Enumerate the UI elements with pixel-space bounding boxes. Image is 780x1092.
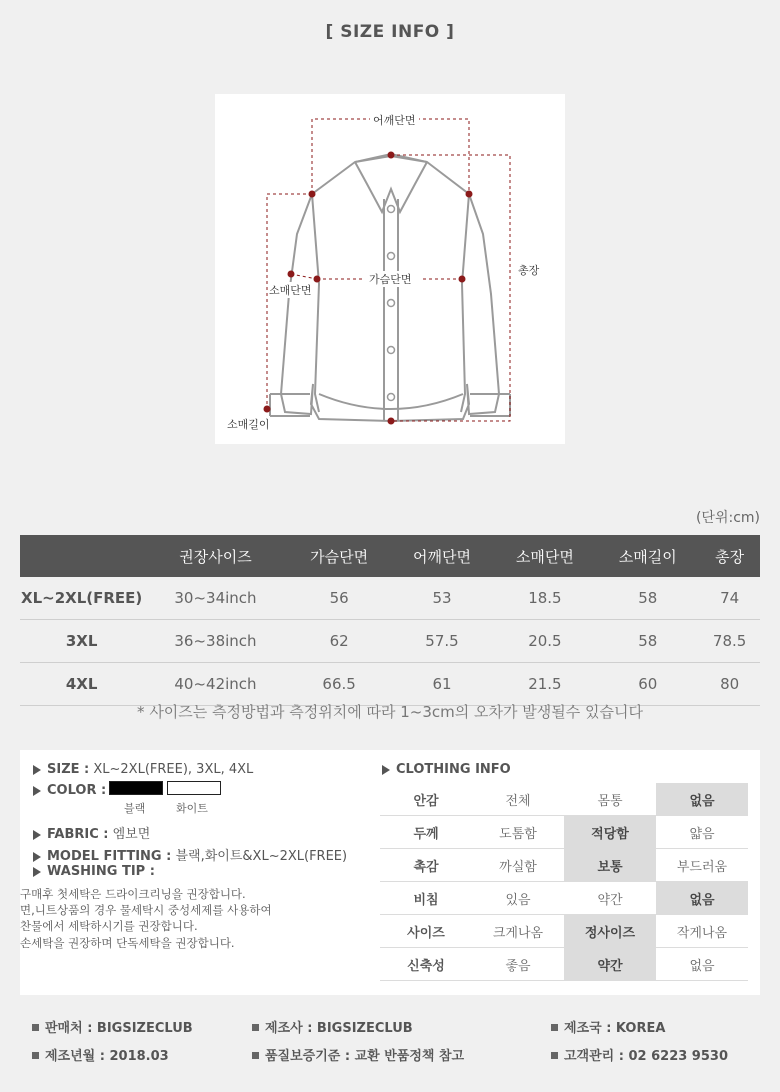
footer-maker: 제조사 : BIGSIZECLUB <box>252 1017 413 1036</box>
clothing-info-title: CLOTHING INFO <box>382 762 511 777</box>
washing-line: 찬물에서 세탁하시기를 권장합니다. <box>20 919 198 934</box>
clothing-info-option-selected: 없음 <box>656 783 748 816</box>
table-cell: 74 <box>699 577 760 620</box>
table-cell: 21.5 <box>493 663 596 706</box>
washing-line: 면,니트상품의 경우 물세탁시 중성세제를 사용하여 <box>20 903 272 918</box>
washing-tip-text <box>20 886 272 951</box>
clothing-info-label: 신축성 <box>380 948 472 981</box>
page-title: [ SIZE INFO ] <box>325 22 455 42</box>
header-cell: 어깨단면 <box>391 535 494 577</box>
color-swatch-black <box>109 781 163 795</box>
triangle-bullet-icon <box>33 867 41 877</box>
clothing-info-option: 좋음 <box>472 948 564 981</box>
triangle-bullet-icon <box>33 786 41 796</box>
table-cell: 20.5 <box>493 620 596 663</box>
clothing-info-option-selected: 적당함 <box>564 816 656 849</box>
clothing-info-label: 비침 <box>380 882 472 915</box>
clothing-info-label: 두께 <box>380 816 472 849</box>
model-fitting-info <box>33 845 347 864</box>
clothing-info-option-selected: 정사이즈 <box>564 915 656 948</box>
clothing-info-label: 촉감 <box>380 849 472 882</box>
triangle-bullet-icon <box>382 765 390 775</box>
model-fitting-value: 블랙,화이트&XL~2XL(FREE) <box>175 849 348 864</box>
clothing-info-option: 작게나옴 <box>656 915 748 948</box>
clothing-info-option: 부드러움 <box>656 849 748 882</box>
color-info <box>33 783 106 798</box>
row-label: 3XL <box>20 620 143 663</box>
color-name-black: 블랙 <box>124 802 146 815</box>
table-cell: 58 <box>596 577 699 620</box>
square-bullet-icon <box>32 1024 39 1031</box>
sleeve-width-label: 소매단면 <box>269 284 312 297</box>
header-cell <box>20 535 143 577</box>
clothing-info-row <box>380 816 748 849</box>
clothing-info-option: 까실함 <box>472 849 564 882</box>
clothing-info-option-selected: 없음 <box>656 882 748 915</box>
clothing-info-option: 전체 <box>472 783 564 816</box>
color-info-label: COLOR : <box>47 783 107 798</box>
washing-line: 구매후 첫세탁은 드라이크리닝을 권장합니다. <box>20 887 246 901</box>
chest-label: 가슴단면 <box>369 273 412 286</box>
color-swatch-white <box>167 781 221 795</box>
table-cell: 30~34inch <box>143 577 287 620</box>
washing-tip-label: WASHING TIP : <box>47 864 155 879</box>
table-cell: 80 <box>699 663 760 706</box>
clothing-info-row <box>380 948 748 981</box>
clothing-info-option-selected: 약간 <box>564 948 656 981</box>
table-cell: 56 <box>288 577 391 620</box>
clothing-info-label: 안감 <box>380 783 472 816</box>
square-bullet-icon <box>32 1052 39 1059</box>
header-cell: 가슴단면 <box>288 535 391 577</box>
size-table <box>20 535 760 706</box>
clothing-info-row <box>380 783 748 816</box>
washing-line: 손세탁을 권장하며 단독세탁을 권장합니다. <box>20 935 235 950</box>
table-cell: 53 <box>391 577 494 620</box>
row-label: XL~2XL(FREE) <box>20 577 143 620</box>
square-bullet-icon <box>252 1052 259 1059</box>
square-bullet-icon <box>551 1024 558 1031</box>
clothing-info-option-selected: 보통 <box>564 849 656 882</box>
header-cell: 소매길이 <box>596 535 699 577</box>
table-cell: 61 <box>391 663 494 706</box>
header-cell: 소매단면 <box>493 535 596 577</box>
table-row <box>20 577 760 620</box>
unit-label: (단위:cm) <box>695 510 760 526</box>
washing-tip-info <box>33 864 155 879</box>
footer-service: 고객관리 : 02 6223 9530 <box>551 1045 728 1064</box>
table-cell: 62 <box>288 620 391 663</box>
total-length-label: 총장 <box>518 264 540 277</box>
table-row <box>20 663 760 706</box>
table-cell: 40~42inch <box>143 663 287 706</box>
square-bullet-icon <box>551 1052 558 1059</box>
triangle-bullet-icon <box>33 852 41 862</box>
footer-country: 제조국 : KOREA <box>551 1017 665 1036</box>
sleeve-length-label: 소매길이 <box>227 418 270 431</box>
clothing-info-option: 있음 <box>472 882 564 915</box>
triangle-bullet-icon <box>33 765 41 775</box>
table-cell: 60 <box>596 663 699 706</box>
shoulder-label: 어깨단면 <box>370 112 419 128</box>
clothing-info-label: 사이즈 <box>380 915 472 948</box>
shirt-illustration <box>215 94 565 444</box>
table-cell: 18.5 <box>493 577 596 620</box>
model-fitting-label: MODEL FITTING : <box>47 849 172 864</box>
clothing-info-option: 크게나옴 <box>472 915 564 948</box>
clothing-info-option: 약간 <box>564 882 656 915</box>
footer-date: 제조년월 : 2018.03 <box>32 1045 169 1064</box>
row-label: 4XL <box>20 663 143 706</box>
fabric-info <box>33 823 150 842</box>
clothing-info-row <box>380 849 748 882</box>
header-cell: 총장 <box>699 535 760 577</box>
size-note: * 사이즈는 측정방법과 측정위치에 따라 1~3cm의 오차가 발생될수 있습니다 <box>137 703 643 721</box>
color-name-white: 화이트 <box>176 802 208 815</box>
footer-seller: 판매처 : BIGSIZECLUB <box>32 1017 193 1036</box>
fabric-info-label: FABRIC : <box>47 827 109 842</box>
triangle-bullet-icon <box>33 830 41 840</box>
size-table-header <box>20 535 760 577</box>
clothing-info-option: 없음 <box>656 948 748 981</box>
footer-warranty: 품질보증기준 : 교환 반품정책 참고 <box>252 1045 464 1064</box>
clothing-info-option: 몸통 <box>564 783 656 816</box>
table-cell: 66.5 <box>288 663 391 706</box>
table-row <box>20 620 760 663</box>
clothing-info-row <box>380 915 748 948</box>
clothing-info-option: 얇음 <box>656 816 748 849</box>
size-info <box>33 762 253 777</box>
size-info-label: SIZE : <box>47 762 90 777</box>
clothing-info-table <box>380 783 748 981</box>
table-cell: 78.5 <box>699 620 760 663</box>
square-bullet-icon <box>252 1024 259 1031</box>
size-info-value: XL~2XL(FREE), 3XL, 4XL <box>93 762 254 777</box>
clothing-info-option: 도톰함 <box>472 816 564 849</box>
size-diagram <box>215 94 565 444</box>
table-cell: 58 <box>596 620 699 663</box>
table-cell: 57.5 <box>391 620 494 663</box>
clothing-info-row <box>380 882 748 915</box>
table-cell: 36~38inch <box>143 620 287 663</box>
fabric-info-value: 엠보면 <box>112 827 151 842</box>
header-cell: 권장사이즈 <box>143 535 287 577</box>
